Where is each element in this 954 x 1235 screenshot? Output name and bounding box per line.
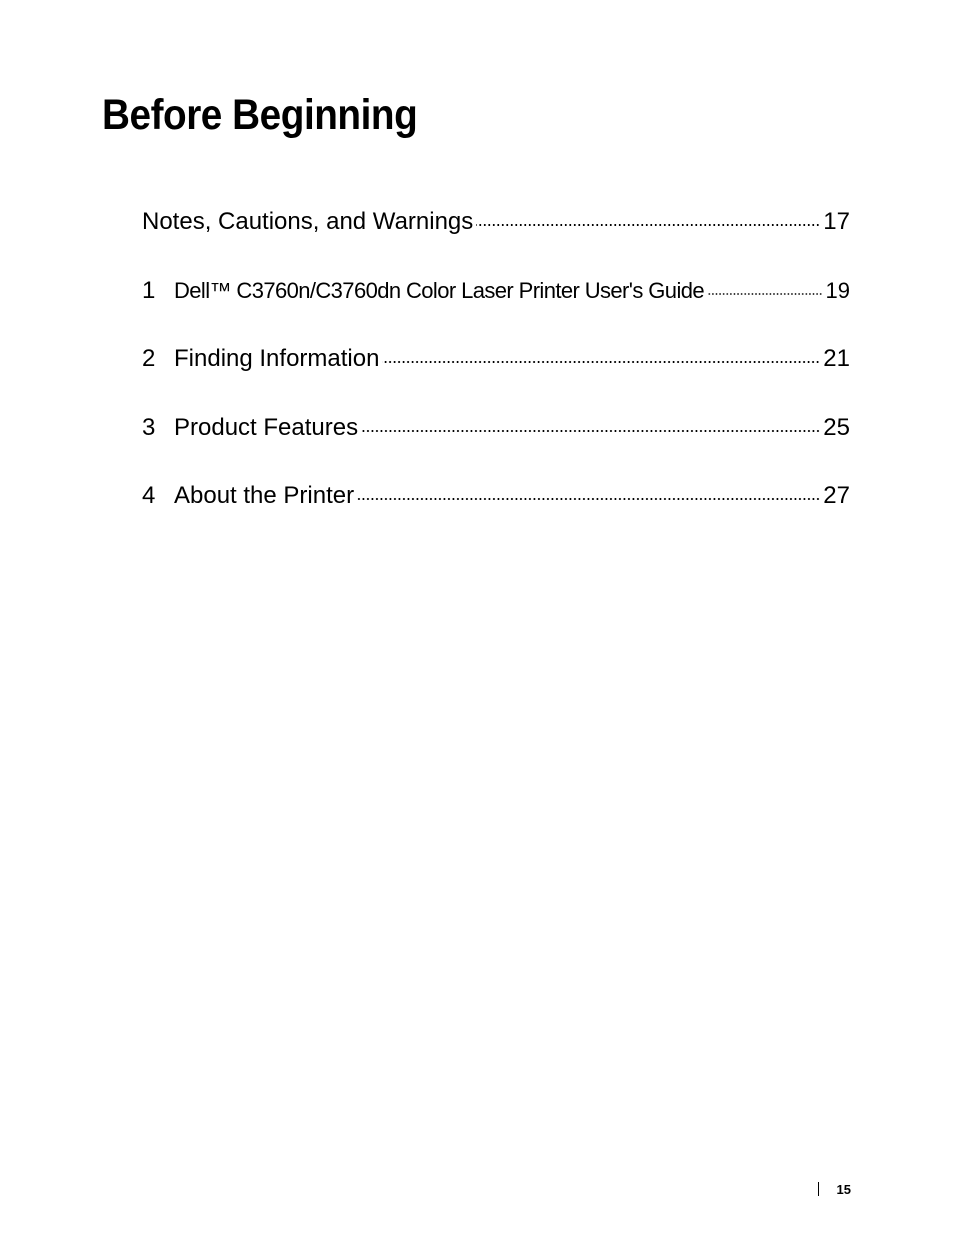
toc-dot-leader [357,497,820,501]
page-footer [818,1180,851,1198]
toc-dot-leader [361,429,820,433]
toc-entry-users-guide[interactable] [142,269,850,338]
toc-entry-label: About the Printer [174,482,355,509]
toc-entry-label: Dell™ C3760n/C3760dn Color Laser Printer User's Guide [174,277,705,303]
toc-dot-leader [476,223,820,227]
page-title: Before Beginning [102,91,418,139]
toc-entry-about-the-printer[interactable] [142,474,850,543]
table-of-contents [142,200,850,543]
toc-entry-page: 27 [823,482,850,509]
toc-entry-finding-information[interactable] [142,337,850,406]
toc-entry-page: 21 [823,345,850,372]
toc-entry-number: 3 [142,413,156,441]
toc-entry-product-features[interactable] [142,406,850,475]
toc-entry-page: 19 [825,277,850,303]
toc-entry-number: 1 [142,276,156,304]
toc-entry-page: 25 [823,413,850,441]
toc-entry-notes-cautions-warnings[interactable] [142,200,850,269]
toc-dot-leader [707,292,823,296]
page-number: 15 [836,1181,851,1197]
toc-entry-page: 17 [823,208,850,235]
toc-entry-number: 4 [142,482,156,509]
toc-entry-number: 2 [142,345,156,372]
toc-entry-label: Finding Information [174,345,380,372]
toc-entry-label: Product Features [174,413,359,441]
toc-dot-leader [382,360,820,364]
footer-divider [818,1182,819,1196]
toc-entry-label: Notes, Cautions, and Warnings [142,208,474,235]
